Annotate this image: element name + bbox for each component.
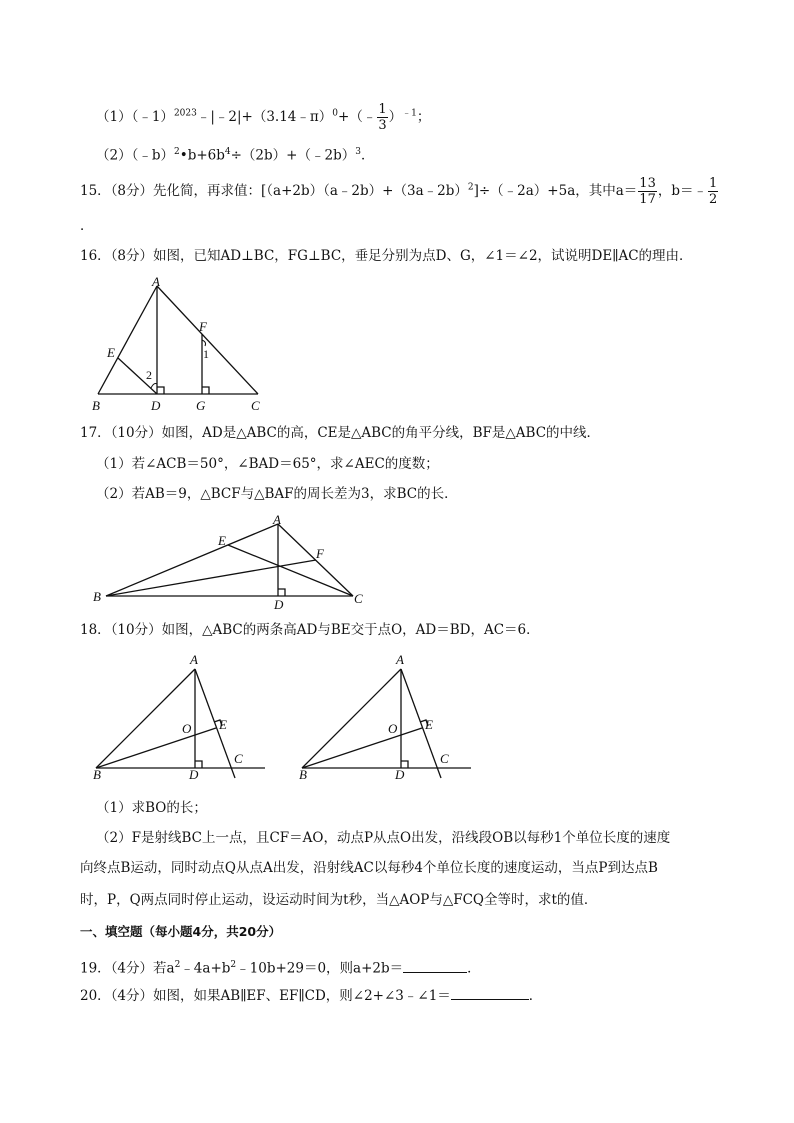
label-D: D [395, 767, 405, 780]
label-E: E [219, 717, 227, 732]
label-B: B [92, 398, 100, 413]
label-D: D [274, 597, 284, 612]
fraction-a-value: $\frac{13}{17}$ [639, 176, 656, 207]
label-O: O [388, 721, 398, 736]
label-A: A [152, 274, 160, 289]
label-C: C [251, 398, 260, 413]
q18-part2-line2: 向终点B运动，同时动点Q从点A出发，沿射线AC以每秒4个单位长度的速度运动，当点P到达点B [80, 860, 658, 876]
fraction-b-value: $\frac{1}{2}$ [709, 176, 718, 207]
label-E: E [425, 717, 433, 732]
label-B: B [93, 589, 101, 604]
q19-text: 19．（4分）若$a^2﹣4a+b^2﹣10b+29=0$，则a+2b＝ ． [80, 960, 481, 977]
q20-text: 20．（4分）如图，如果AB∥EF、EF∥CD，则∠2+∠3﹣∠1＝ ． [80, 988, 543, 1004]
q17-figure [88, 512, 378, 612]
label-E: E [218, 533, 226, 548]
q15-end: ． [80, 218, 94, 234]
label-F: F [199, 319, 207, 334]
q18-text: 18．（10分）如图，△ABC的两条高AD与BE交于点O，AD＝BD，AC＝6． [80, 622, 540, 638]
q14-part2: $(2)(﹣b)^2•b+6b^4\div(2b)+(﹣2b)^3$． [96, 147, 375, 164]
label-G: G [196, 398, 206, 413]
q16-figure [88, 274, 273, 414]
q17-part2: （2）若AB＝9，△BCF与△BAF的周长差为3，求BC的长． [96, 486, 458, 502]
label-E: E [107, 345, 115, 360]
label-B: B [299, 767, 307, 780]
label-A: A [396, 652, 404, 667]
q18-part2-line3: 时，P，Q两点同时停止运动，设运动时间为t秒，当△AOP与△FCQ全等时，求t的值． [80, 892, 598, 908]
label-D: D [151, 398, 161, 413]
label-F: F [316, 546, 324, 561]
label-D: D [189, 767, 199, 780]
q17-part1: （1）若∠ACB＝50°，∠BAD＝65°，求∠AEC的度数； [96, 456, 439, 472]
label-O: O [182, 721, 192, 736]
q18-part2-line1: （2）F是射线BC上一点，且CF＝AO，动点P从点O出发，沿线段OB以每秒1个单位长度的速度 [96, 830, 671, 846]
q14-part1: （1）（﹣1）$^{2023}$﹣|﹣2|+（3.14﹣π）$^0$+（﹣ $\frac{1}{3}$ ）$^{﹣1}$； [96, 102, 431, 133]
q18-figure-right [294, 648, 474, 780]
q18-figure-left [88, 648, 268, 780]
label-angle-2: 2 [146, 368, 152, 382]
label-A: A [273, 512, 281, 527]
label-C: C [354, 591, 363, 606]
label-C: C [440, 751, 449, 766]
label-A: A [190, 652, 198, 667]
label-B: B [93, 767, 101, 780]
q17-text: 17．（10分）如图，AD是△ABC的高，CE是△ABC的角平分线，BF是△ABC的中线． [80, 425, 601, 441]
answer-blank[interactable] [403, 960, 467, 973]
answer-blank[interactable] [451, 987, 529, 1000]
q16-text: 16．（8分）如图，已知AD⊥BC，FG⊥BC，垂足分别为点D、G，∠1＝∠2，试说明DE∥AC的理由． [80, 248, 693, 264]
label-C: C [234, 751, 243, 766]
q18-part1: （1）求BO的长； [96, 800, 207, 816]
fraction-one-third: $\frac{1}{3}$ [378, 102, 387, 133]
q15-text: 15．（8分）先化简，再求值：[（a+2b）（a﹣2b）+（3a﹣2b）$^2$]÷（﹣2a）+5a，其中a＝ $\frac{13}{17}$ ，b＝﹣ $\frac{1}{2}$ [80, 176, 718, 207]
label-angle-1: 1 [203, 347, 209, 361]
section-heading: 一、填空题（每小题4分，共20分） [80, 924, 282, 939]
